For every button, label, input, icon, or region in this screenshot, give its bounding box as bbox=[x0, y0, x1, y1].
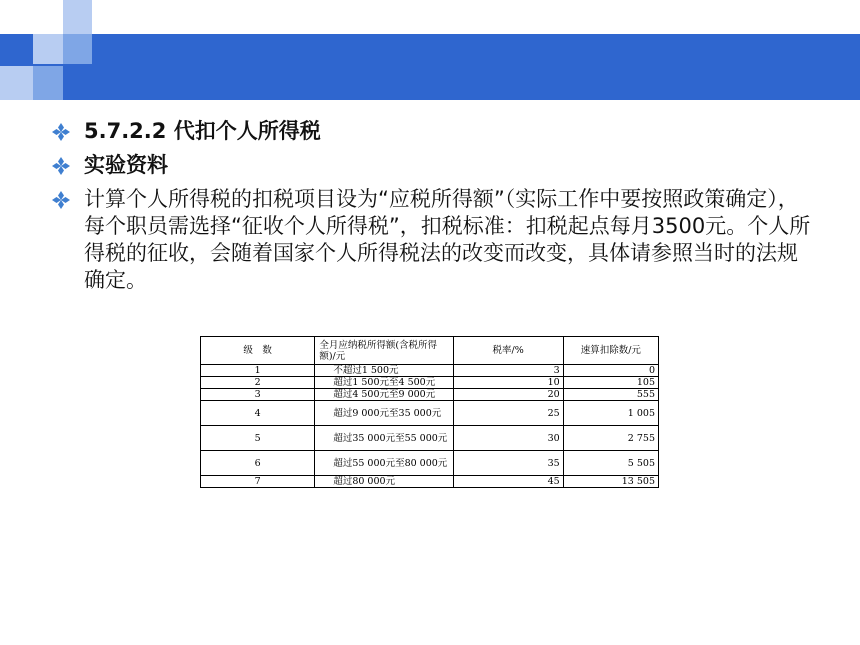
table-row bbox=[201, 426, 659, 451]
tax-rate-table bbox=[200, 336, 659, 488]
cell-rate: 35 bbox=[453, 451, 563, 476]
cell-rate: 10 bbox=[453, 377, 563, 389]
table-row bbox=[201, 365, 659, 377]
bullet-item bbox=[52, 152, 812, 179]
header-quick-deduction: 速算扣除数/元 bbox=[563, 337, 658, 365]
bullet-item bbox=[52, 186, 812, 294]
table-row bbox=[201, 389, 659, 401]
cell-rate: 45 bbox=[453, 476, 563, 488]
decor-square bbox=[33, 34, 63, 64]
table-row bbox=[201, 401, 659, 426]
decor-square bbox=[63, 34, 92, 64]
decor-square bbox=[63, 0, 92, 34]
cell-level: 6 bbox=[201, 451, 315, 476]
header-banner bbox=[0, 34, 860, 100]
cell-deduction: 2 755 bbox=[563, 426, 658, 451]
cell-deduction: 555 bbox=[563, 389, 658, 401]
table-header-row bbox=[201, 337, 659, 365]
cell-range: 超过9 000元至35 000元 bbox=[315, 401, 453, 426]
cell-rate: 25 bbox=[453, 401, 563, 426]
decor-square bbox=[0, 66, 33, 100]
cell-deduction: 105 bbox=[563, 377, 658, 389]
cell-deduction: 5 505 bbox=[563, 451, 658, 476]
cell-range: 超过4 500元至9 000元 bbox=[315, 389, 453, 401]
cell-level: 1 bbox=[201, 365, 315, 377]
cell-rate: 3 bbox=[453, 365, 563, 377]
body-paragraph: 计算个人所得税的扣税项目设为“应税所得额”（实际工作中要按照政策确定），每个职员需选择“征收个人所得税”，扣税标准：扣税起点每月3500元。个人所得税的征收，会随着国家个人所得税法的改变而改变，具体请参照当时的法规确定。 bbox=[84, 187, 811, 292]
cell-range: 超过1 500元至4 500元 bbox=[315, 377, 453, 389]
header-level: 级 数 bbox=[201, 337, 315, 365]
cell-level: 3 bbox=[201, 389, 315, 401]
cell-level: 2 bbox=[201, 377, 315, 389]
cell-range: 超过55 000元至80 000元 bbox=[315, 451, 453, 476]
bullet-item bbox=[52, 118, 812, 145]
cell-deduction: 13 505 bbox=[563, 476, 658, 488]
header-income-range: 全月应纳税所得额(含税所得额)/元 bbox=[315, 337, 453, 365]
cell-level: 4 bbox=[201, 401, 315, 426]
cell-range: 超过80 000元 bbox=[315, 476, 453, 488]
cell-range: 不超过1 500元 bbox=[315, 365, 453, 377]
diamond-bullet-icon bbox=[52, 123, 70, 141]
cell-level: 5 bbox=[201, 426, 315, 451]
cell-rate: 30 bbox=[453, 426, 563, 451]
header-tax-rate: 税率/% bbox=[453, 337, 563, 365]
section-heading: 5.7.2.2 代扣个人所得税 bbox=[84, 119, 321, 143]
cell-rate: 20 bbox=[453, 389, 563, 401]
cell-level: 7 bbox=[201, 476, 315, 488]
table-row bbox=[201, 451, 659, 476]
diamond-bullet-icon bbox=[52, 191, 70, 209]
cell-deduction: 1 005 bbox=[563, 401, 658, 426]
subsection-heading: 实验资料 bbox=[84, 153, 168, 177]
diamond-bullet-icon bbox=[52, 157, 70, 175]
decor-square bbox=[33, 66, 63, 100]
cell-range: 超过35 000元至55 000元 bbox=[315, 426, 453, 451]
cell-deduction: 0 bbox=[563, 365, 658, 377]
table-row bbox=[201, 476, 659, 488]
table-row bbox=[201, 377, 659, 389]
bullet-list bbox=[52, 118, 812, 301]
